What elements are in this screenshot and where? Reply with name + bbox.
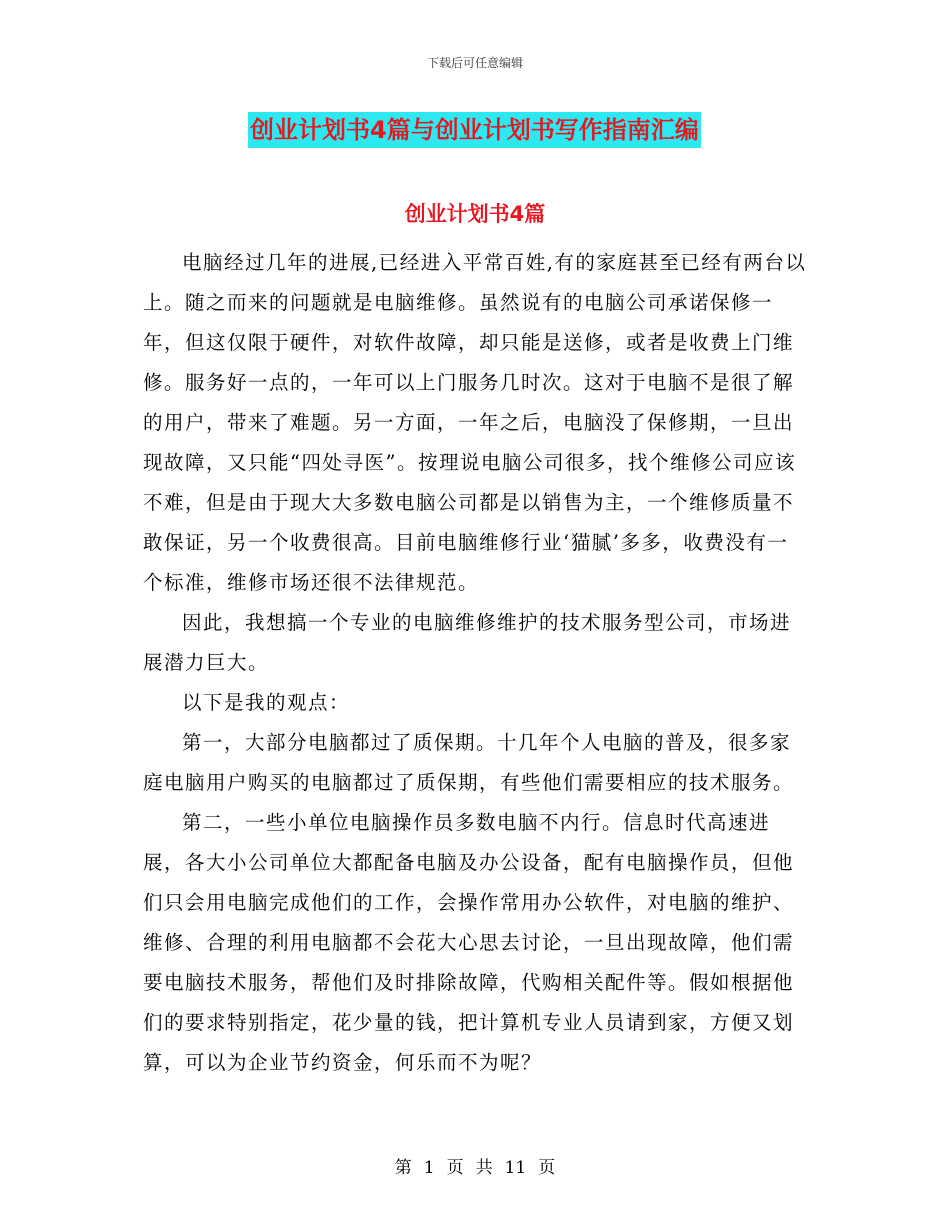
page-footer [0, 1153, 950, 1178]
document-body [143, 243, 808, 1083]
footer-ye: 页 [446, 1158, 464, 1178]
header-note: 下载后可任意编辑 [426, 56, 523, 70]
document-main-title: 创业计划书4篇与创业计划书写作指南汇编 [248, 112, 701, 148]
section-title: 创业计划书4篇 [404, 202, 546, 226]
footer-ye-2: 页 [538, 1158, 556, 1178]
paragraph-point-2: 第二，一些小单位电脑操作员多数电脑不内行。信息时代高速进展，各大小公司单位大都配备电脑及办公设备，配有电脑操作员，但他们只会用电脑完成他们的工作，会操作常用办公软件，对电脑的维护、维修、合理的利用电脑都不会花大心思去讨论，一旦出现故障，他们需要电脑技术服务，帮他们及时排除故障，代购相关配件等。假如根据他们的要求特别指定，花少量的钱，把计算机专业人员请到家，方便又划算，可以为企业节约资金，何乐而不为呢？ [143, 811, 795, 1074]
footer-total-pages: 11 [504, 1158, 527, 1178]
paragraph-plan: 因此，我想搞一个专业的电脑维修维护的技术服务型公司，市场进展潜力巨大。 [143, 611, 792, 674]
footer-page-number: 1 [423, 1158, 435, 1178]
paragraph-point-1: 第一，大部分电脑都过了质保期。十几年个人电脑的普及，很多家庭电脑用户购买的电脑都过了质保期，有些他们需要相应的技术服务。 [143, 731, 795, 794]
paragraph-views-heading: 以下是我的观点： [182, 691, 351, 714]
footer-di: 第 [394, 1158, 412, 1178]
footer-gong: 共 [475, 1158, 493, 1178]
paragraph-intro: 电脑经过几年的进展,已经进入平常百姓,有的家庭甚至已经有两台以上。随之而来的问题就是电脑维修。虽然说有的电脑公司承诺保修一年，但这仅限于硬件，对软件故障，却只能是送修，或者是收费上门维修。服务好一点的，一年可以上门服务几时次。这对于电脑不是很了解的用户，带来了难题。另一方面，一年之后，电脑没了保修期，一旦出现故障，又只能“四处寻医”。按理说电脑公司很多，找个维修公司应该不难，但是由于现大大多数电脑公司都是以销售为主，一个维修质量不敢保证，另一个收费很高。目前电脑维修行业‘猫腻’多多，收费没有一个标准，维修市场还很不法律规范。 [143, 251, 807, 594]
